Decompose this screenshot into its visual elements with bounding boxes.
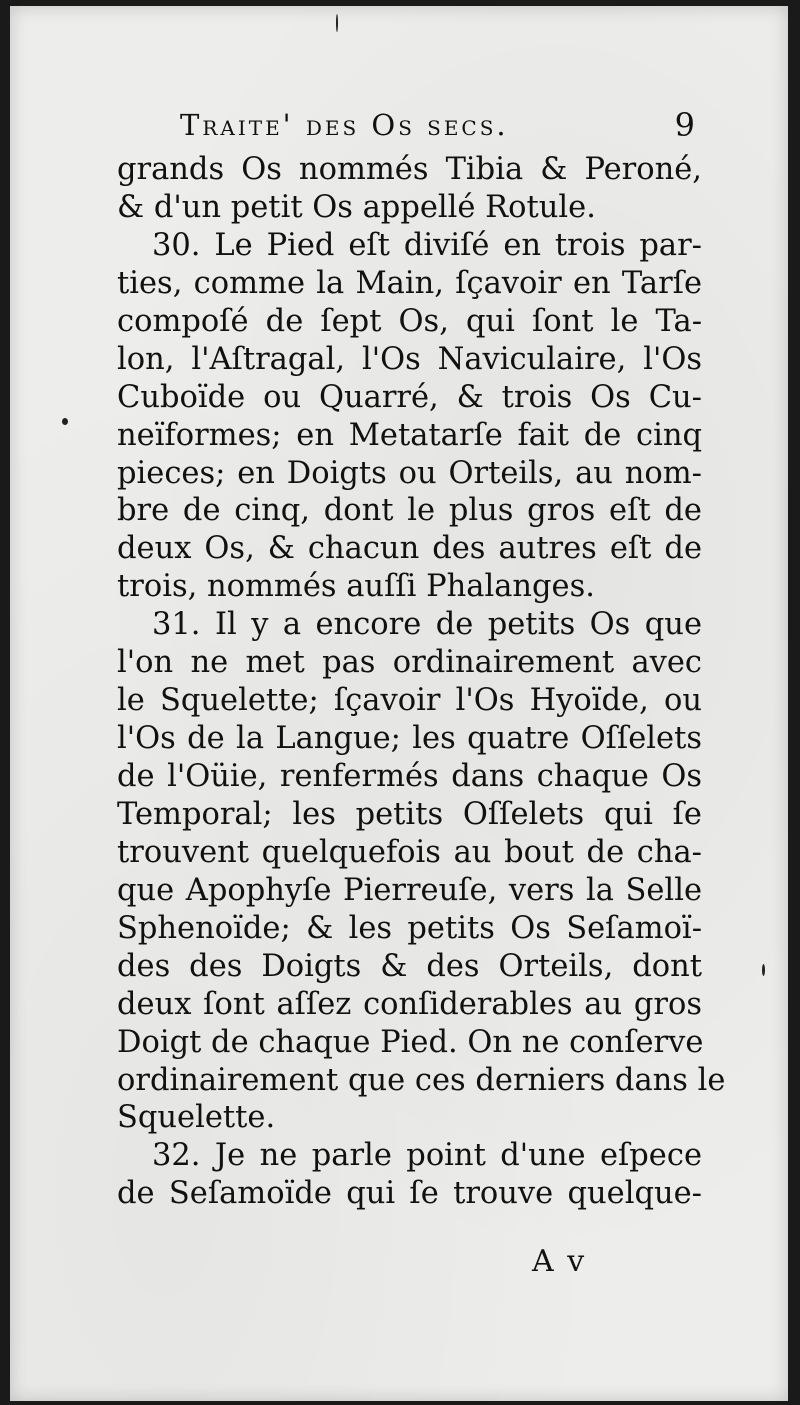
book-page [10, 6, 788, 1401]
text-line: l'Os de la Langue; les quatre Oſſelets [117, 721, 702, 757]
text-line: trouvent quelquefois au bout de cha- [117, 834, 702, 870]
text-line: compoſé de ſept Os, qui ſont le Ta- [117, 303, 702, 339]
text-line: des des Doigts & des Orteils, dont [117, 948, 702, 984]
text-line: ties, comme la Main, ſçavoir en Tarſe [117, 265, 702, 301]
paragraph-32-first-line: 32. Je ne parle point d'une eſpece [152, 1138, 702, 1174]
text-line: Cuboïde ou Quarré, & trois Os Cu- [117, 379, 702, 415]
body-text [117, 151, 726, 1213]
ink-speck [762, 964, 765, 976]
text-line: l'on ne met pas ordinairement avec [117, 645, 702, 681]
text-line: grands Os nommés Tibia & Peroné, [117, 152, 702, 187]
running-head [180, 102, 695, 150]
page-number: 9 [674, 106, 695, 144]
text-line: Sphenoïde; & les petits Os Seſamoï- [117, 910, 702, 946]
text-line: trois, nommés auſſi Phalanges. [117, 569, 595, 605]
text-line: Squelette. [117, 1100, 276, 1136]
text-line: pieces; en Doigts ou Orteils, au nom- [117, 455, 702, 491]
text-line: le Squelette; ſçavoir l'Os Hyoïde, ou [117, 683, 702, 719]
text-line: de Seſamoïde qui ſe trouve quelque- [117, 1176, 702, 1212]
text-line: ordinairement que ces derniers dans le [117, 1062, 726, 1098]
text-line: lon, l'Aſtragal, l'Os Naviculaire, l'Os [117, 341, 702, 377]
signature-mark: A v [532, 1244, 587, 1279]
text-line: Doigt de chaque Pied. On ne conſerve [117, 1024, 704, 1060]
text-line: neïformes; en Metatarſe fait de cinq [117, 417, 702, 453]
text-line: deux ſont aſſez conſiderables au gros [117, 986, 702, 1022]
text-line: de l'Oüie, renfermés dans chaque Os [117, 759, 702, 794]
ink-speck [62, 418, 68, 425]
paragraph-31-first-line: 31. Il y a encore de petits Os que [152, 607, 702, 643]
text-line: & d'un petit Os appellé Rotule. [117, 189, 596, 225]
text-line: deux Os, & chacun des autres eſt de [117, 531, 702, 567]
paragraph-30-first-line: 30. Le Pied eſt diviſé en trois par- [152, 227, 702, 263]
running-title: Traite' des Os secs. [180, 108, 509, 142]
ink-speck [336, 14, 338, 32]
text-line: Temporal; les petits Oſſelets qui ſe [117, 796, 702, 832]
text-line: bre de cinq, dont le plus gros eſt de [117, 493, 702, 529]
text-line: que Apophyſe Pierreuſe, vers la Selle [117, 872, 702, 908]
